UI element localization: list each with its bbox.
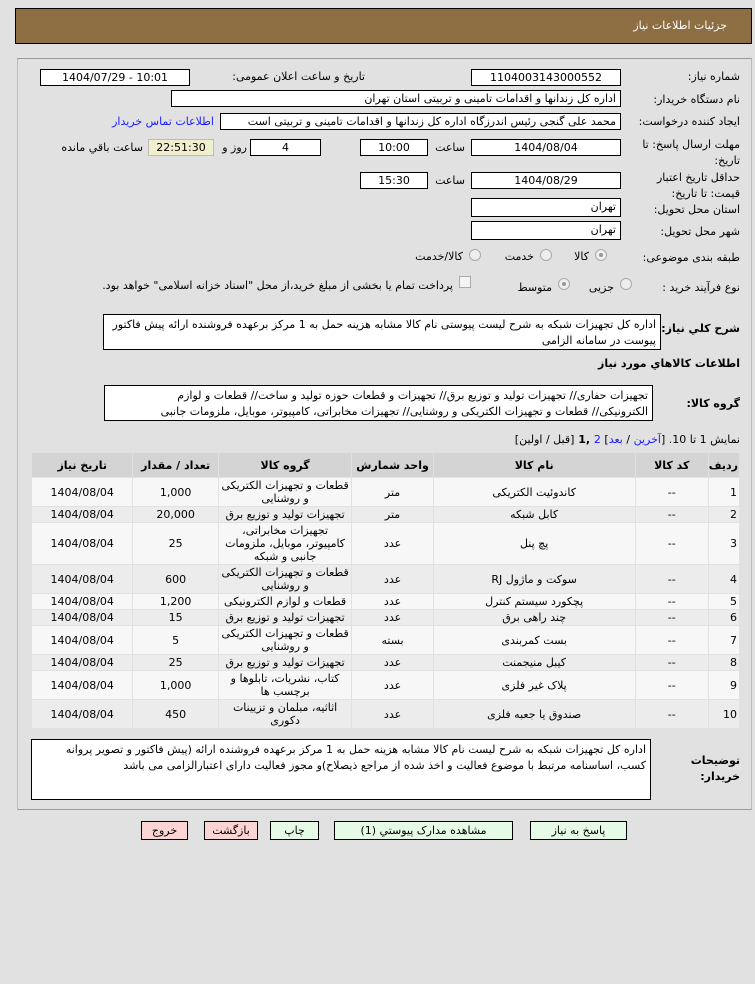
process-option-minor: جزیی <box>588 281 614 294</box>
category-option-service: خدمت <box>504 250 534 263</box>
header-quantity: تعداد / مقدار <box>133 453 217 477</box>
cell-need-date: 1404/08/04 <box>32 655 132 670</box>
cell-unit: عدد <box>352 655 432 670</box>
cell-quantity: 5 <box>133 626 217 654</box>
notes-section <box>31 739 740 800</box>
table-body <box>32 478 739 728</box>
cell-need-date: 1404/08/04 <box>32 478 132 506</box>
city-field[interactable]: تهران <box>471 221 621 240</box>
cell-goods-name: سوکت و ماژول RJ <box>434 565 635 593</box>
table-header-row <box>32 453 739 477</box>
cell-unit: عدد <box>352 610 432 625</box>
cell-goods-code: -- <box>636 523 708 564</box>
payment-note: پرداخت تمام یا بخشی از مبلغ خرید،از محل "اسناد خزانه اسلامی" خواهد بود. <box>102 279 453 292</box>
cell-goods-group: تجهیزات مخابراتی، کامپیوتر، موبایل، ملزومات جانبی و شبکه <box>219 523 352 564</box>
buyer-contact-link[interactable]: اطلاعات تماس خریدار <box>112 115 214 128</box>
cell-quantity: 20,000 <box>133 507 217 522</box>
header-need-date: تاریخ نیاز <box>32 453 132 477</box>
cell-goods-group: قطعات و تجهیزات الکتریکی و روشنایی <box>219 478 352 506</box>
goods-table <box>31 452 740 729</box>
deadline-time-field[interactable]: 10:00 <box>360 139 428 156</box>
cell-unit: بسته <box>352 626 432 654</box>
cell-need-date: 1404/08/04 <box>32 594 132 609</box>
category-radio-goods[interactable] <box>595 249 607 261</box>
table-row[interactable] <box>32 626 739 654</box>
cell-row-number: 8 <box>709 655 739 670</box>
cell-need-date: 1404/08/04 <box>32 610 132 625</box>
validity-time-field[interactable]: 15:30 <box>360 172 428 189</box>
category-radio-both[interactable] <box>469 249 481 261</box>
cell-goods-group: قطعات و لوازم الکترونیکی <box>219 594 352 609</box>
header-unit: واحد شمارش <box>352 453 432 477</box>
cell-goods-group: تجهیزات تولید و توزیع برق <box>219 610 352 625</box>
cell-need-date: 1404/08/04 <box>32 507 132 522</box>
cell-unit: عدد <box>352 565 432 593</box>
category-option-goods: کالا <box>574 250 589 263</box>
creator-field[interactable]: محمد علی گنجی رئیس اندرزگاه اداره کل زندانها و اقدامات تامینی و تربیتی است <box>220 113 621 130</box>
cell-row-number: 10 <box>709 700 739 728</box>
cell-goods-code: -- <box>636 610 708 625</box>
cell-goods-code: -- <box>636 655 708 670</box>
page-title: جزئیات اطلاعات نیاز <box>633 19 727 32</box>
cell-row-number: 1 <box>709 478 739 506</box>
cell-unit: عدد <box>352 700 432 728</box>
next-page-link[interactable]: بعد <box>608 433 623 446</box>
header-row-number: ردیف <box>709 453 739 477</box>
cell-goods-name: بست کمربندی <box>434 626 635 654</box>
cell-row-number: 4 <box>709 565 739 593</box>
cell-goods-name: کابل شبکه <box>434 507 635 522</box>
cell-row-number: 3 <box>709 523 739 564</box>
cell-quantity: 1,000 <box>133 478 217 506</box>
print-button[interactable]: چاپ <box>270 821 319 840</box>
cell-quantity: 15 <box>133 610 217 625</box>
province-field[interactable]: تهران <box>471 198 621 217</box>
cell-row-number: 9 <box>709 671 739 699</box>
pagination-prev-first: [قبل / اولین] <box>514 433 575 446</box>
category-option-both: کالا/خدمت <box>415 250 463 263</box>
validity-label: حداقل تاریخ اعتبار قیمت: تا تاریخ: <box>656 171 740 200</box>
days-label: روز و <box>222 141 247 154</box>
cell-goods-name: پلاک غیر فلزی <box>434 671 635 699</box>
city-label: شهر محل تحویل: <box>660 225 740 238</box>
cell-goods-name: پچ پنل <box>434 523 635 564</box>
buyer-notes-textarea[interactable]: اداره کل تجهیزات شبکه به شرح لیست نام کالا مشابه هزینه حمل به 1 مرکز برعهده فروشنده ارائه (پیش فاکتور و تصویر پروانه کسب، اساسنامه مرتبط با موضوع فعالیت و اخذ شده از مراجع ذیصلاح)و مجوز فعالیت دارای اعتبارالزامی می باشد <box>31 739 651 800</box>
table-row[interactable] <box>32 610 739 625</box>
process-option-medium: متوسط <box>517 281 552 294</box>
current-page: ,1 <box>574 433 594 446</box>
treasury-checkbox[interactable] <box>459 276 471 288</box>
exit-button[interactable]: خروج <box>141 821 188 840</box>
cell-unit: عدد <box>352 671 432 699</box>
back-button[interactable]: بازگشت <box>204 821 258 840</box>
cell-goods-group: قطعات و تجهیزات الکتریکی و روشنایی <box>219 565 352 593</box>
creator-label: ایجاد کننده درخواست: <box>638 115 740 128</box>
cell-goods-group: تجهیزات تولید و توزیع برق <box>219 507 352 522</box>
view-attachments-button[interactable]: مشاهده مدارک پیوستي (1) <box>334 821 513 840</box>
cell-goods-group: اثاثیه، مبلمان و تزیینات دکوری <box>219 700 352 728</box>
cell-goods-name: پچکورد سیستم کنترل <box>434 594 635 609</box>
deadline-date-field[interactable]: 1404/08/04 <box>471 139 621 156</box>
cell-goods-name: چند راهی برق <box>434 610 635 625</box>
notes-label: توضیحات خریدار: <box>690 754 740 783</box>
process-radio-minor[interactable] <box>620 278 632 290</box>
page-header <box>15 8 752 44</box>
table-row[interactable] <box>32 565 739 593</box>
announce-label: تاریخ و ساعت اعلان عمومی: <box>232 70 365 83</box>
header-goods-group: گروه کالا <box>219 453 352 477</box>
category-radio-service[interactable] <box>540 249 552 261</box>
header-goods-code: کد کالا <box>636 453 708 477</box>
need-number-field[interactable]: 1104003143000552 <box>471 69 621 86</box>
cell-quantity: 25 <box>133 655 217 670</box>
pagination-text: نمایش 1 تا 10. [ <box>660 433 740 446</box>
cell-goods-name: کاندوئیت الکتریکی <box>434 478 635 506</box>
cell-quantity: 25 <box>133 523 217 564</box>
cell-quantity: 450 <box>133 700 217 728</box>
cell-unit: عدد <box>352 523 432 564</box>
pagination-sep: / <box>622 433 634 446</box>
cell-quantity: 1,000 <box>133 671 217 699</box>
cell-need-date: 1404/08/04 <box>32 523 132 564</box>
process-radio-medium[interactable] <box>558 278 570 290</box>
cell-goods-code: -- <box>636 626 708 654</box>
table-row[interactable] <box>32 507 739 522</box>
cell-quantity: 600 <box>133 565 217 593</box>
description-label: شرح کلي نیاز: <box>661 322 740 335</box>
need-number-label: شماره نیاز: <box>687 70 740 83</box>
cell-row-number: 6 <box>709 610 739 625</box>
pagination <box>515 433 740 446</box>
last-page-link[interactable]: آخرین <box>633 433 661 446</box>
cell-need-date: 1404/08/04 <box>32 626 132 654</box>
cell-goods-code: -- <box>636 478 708 506</box>
table-row[interactable] <box>32 700 739 728</box>
announce-field[interactable]: 1404/07/29 - 10:01 <box>40 69 190 86</box>
buyer-field[interactable]: اداره کل زندانها و اقدامات تامینی و تربیتی استان تهران <box>171 90 621 107</box>
cell-goods-group: قطعات و تجهیزات الکتریکی و روشنایی <box>219 626 352 654</box>
cell-unit: متر <box>352 507 432 522</box>
deadline-label: مهلت ارسال پاسخ: تا تاریخ: <box>642 138 740 167</box>
deadline-time-label: ساعت <box>435 141 465 154</box>
buyer-label: نام دستگاه خریدار: <box>653 93 740 106</box>
content-flow <box>31 452 740 840</box>
header-goods-name: نام کالا <box>434 453 635 477</box>
cell-row-number: 7 <box>709 626 739 654</box>
category-label: طبقه بندی موضوعی: <box>642 251 740 264</box>
cell-need-date: 1404/08/04 <box>32 700 132 728</box>
cell-goods-group: کتاب، نشریات، تابلوها و برچسب ها <box>219 671 352 699</box>
validity-time-label: ساعت <box>435 174 465 187</box>
cell-quantity: 1,200 <box>133 594 217 609</box>
province-label: استان محل تحویل: <box>653 203 740 216</box>
remaining-label: ساعت باقي مانده <box>61 141 143 154</box>
cell-goods-code: -- <box>636 671 708 699</box>
remaining-time: 22:51:30 <box>148 139 214 156</box>
description-textarea[interactable]: اداره کل تجهیزات شبکه به شرح لیست پیوستی نام کالا مشابه هزینه حمل به 1 مرکز برعهده فروشنده ارائه پیش فاکتور پیوست در سامانه الزامی <box>103 314 661 350</box>
reply-button[interactable]: پاسخ به نیاز <box>530 821 627 840</box>
page-2-link[interactable]: 2 <box>593 433 601 446</box>
pagination-sep2: ] <box>600 433 609 446</box>
cell-goods-code: -- <box>636 565 708 593</box>
action-buttons <box>31 821 740 840</box>
cell-goods-code: -- <box>636 700 708 728</box>
cell-need-date: 1404/08/04 <box>32 565 132 593</box>
table-row[interactable] <box>32 594 739 609</box>
table-row[interactable] <box>32 671 739 699</box>
cell-goods-group: تجهیزات تولید و توزیع برق <box>219 655 352 670</box>
cell-goods-name: کیبل منیجمنت <box>434 655 635 670</box>
group-textarea[interactable]: تجهیزات حفاری// تجهیزات تولید و توزیع برق// تجهیزات و قطعات حوزه تولید و ساخت// قطعات و لوازم الکترونیکی// قطعات و تجهیزات الکتریکی و روشنایی// تجهیزات مخابراتی، کامپیوتر، موبایل، ملزومات جانبی <box>104 385 653 421</box>
cell-row-number: 5 <box>709 594 739 609</box>
cell-need-date: 1404/08/04 <box>32 671 132 699</box>
cell-goods-code: -- <box>636 507 708 522</box>
days-field[interactable]: 4 <box>250 139 321 156</box>
cell-goods-name: صندوق یا جعبه فلزی <box>434 700 635 728</box>
process-label: نوع فرآیند خرید : <box>662 281 740 294</box>
table-row[interactable] <box>32 655 739 670</box>
group-label: گروه کالا: <box>686 397 740 410</box>
cell-goods-code: -- <box>636 594 708 609</box>
table-row[interactable] <box>32 523 739 564</box>
cell-unit: متر <box>352 478 432 506</box>
cell-row-number: 2 <box>709 507 739 522</box>
cell-unit: عدد <box>352 594 432 609</box>
validity-date-field[interactable]: 1404/08/29 <box>471 172 621 189</box>
table-row[interactable] <box>32 478 739 506</box>
goods-info-title: اطلاعات کالاهاي مورد نیاز <box>598 357 740 370</box>
